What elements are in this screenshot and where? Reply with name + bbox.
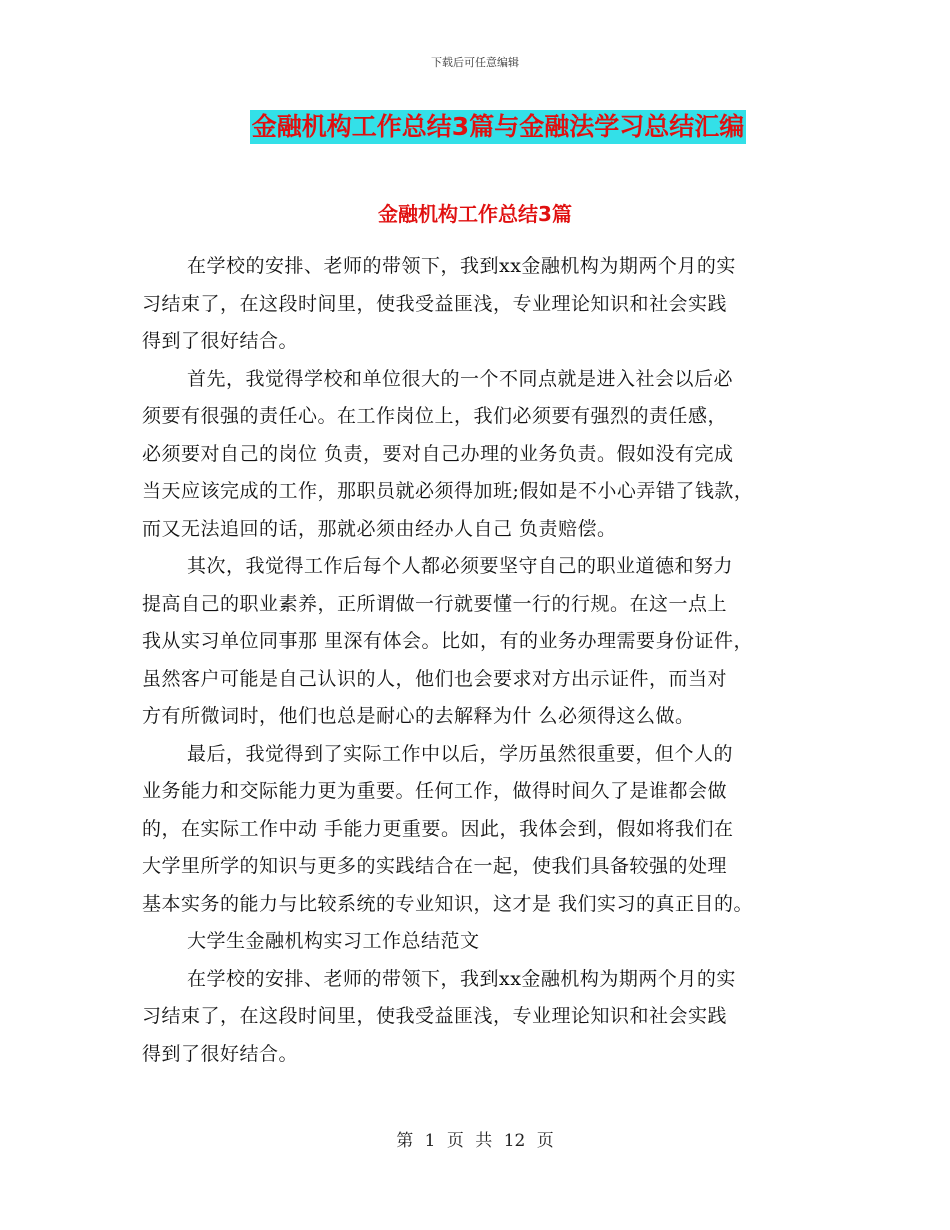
paragraph-line: 业务能力和交际能力更为重要。任何工作，做得时间久了是谁都会做 xyxy=(142,780,728,802)
paragraph-line: 得到了很好结合。 xyxy=(142,1042,299,1065)
document-title: 金融机构工作总结3篇与金融法学习总结汇编 xyxy=(250,110,746,144)
paragraph-line: 得到了很好结合。 xyxy=(142,330,299,352)
paragraph-line: 我从实习单位同事那 里深有体会。比如，有的业务办理需要身份证件， xyxy=(142,630,754,652)
paragraph-line: 而又无法追回的话，那就必须由经办人自己 负责赔偿。 xyxy=(142,517,617,540)
paragraph-line: 须要有很强的责任心。在工作岗位上，我们必须要有强烈的责任感， xyxy=(142,405,728,427)
paragraph-line: 基本实务的能力与比较系统的专业知识，这才是 我们实习的真正目的。 xyxy=(142,892,754,915)
paragraph-line: 习结束了，在这段时间里，使我受益匪浅，专业理论知识和社会实践 xyxy=(142,1005,728,1027)
paragraph-line: 的，在实际工作中动 手能力更重要。因此，我体会到，假如将我们在 xyxy=(142,817,734,840)
paragraph-line: 大学里所学的知识与更多的实践结合在一起，使我们具备较强的处理 xyxy=(142,855,728,877)
header-note: 下载后可任意编辑 xyxy=(431,56,519,69)
paragraph-line: 当天应该完成的工作，那职员就必须得加班;假如是不小心弄错了钱款， xyxy=(142,480,754,502)
document-body xyxy=(142,248,822,1073)
paragraph-line: 在学校的安排、老师的带领下，我到xx金融机构为期两个月的实 xyxy=(187,967,736,990)
section-title: 金融机构工作总结3篇 xyxy=(378,202,572,226)
paragraph-line: 首先，我觉得学校和单位很大的一个不同点就是进入社会以后必 xyxy=(187,367,734,390)
paragraph-line: 必须要对自己的岗位 负责，要对自己办理的业务负责。假如没有完成 xyxy=(142,442,734,465)
subheading-line: 大学生金融机构实习工作总结范文 xyxy=(187,930,480,952)
paragraph-line: 虽然客户可能是自己认识的人，他们也会要求对方出示证件，而当对 xyxy=(142,667,728,690)
paragraph-line: 最后，我觉得到了实际工作中以后，学历虽然很重要，但个人的 xyxy=(187,742,734,765)
paragraph-line: 提高自己的职业素养，正所谓做一行就要懂一行的行规。在这一点上 xyxy=(142,592,728,615)
paragraph-line: 习结束了，在这段时间里，使我受益匪浅，专业理论知识和社会实践 xyxy=(142,292,728,315)
paragraph-line: 其次，我觉得工作后每个人都必须要坚守自己的职业道德和努力 xyxy=(187,555,734,577)
paragraph-line: 在学校的安排、老师的带领下，我到xx金融机构为期两个月的实 xyxy=(187,255,736,277)
paragraph-line: 方有所微词时，他们也总是耐心的去解释为什 么必须得这么做。 xyxy=(142,705,695,727)
page-footer: 第 1 页 共 12 页 xyxy=(396,1131,554,1151)
main-title-container xyxy=(0,110,950,144)
